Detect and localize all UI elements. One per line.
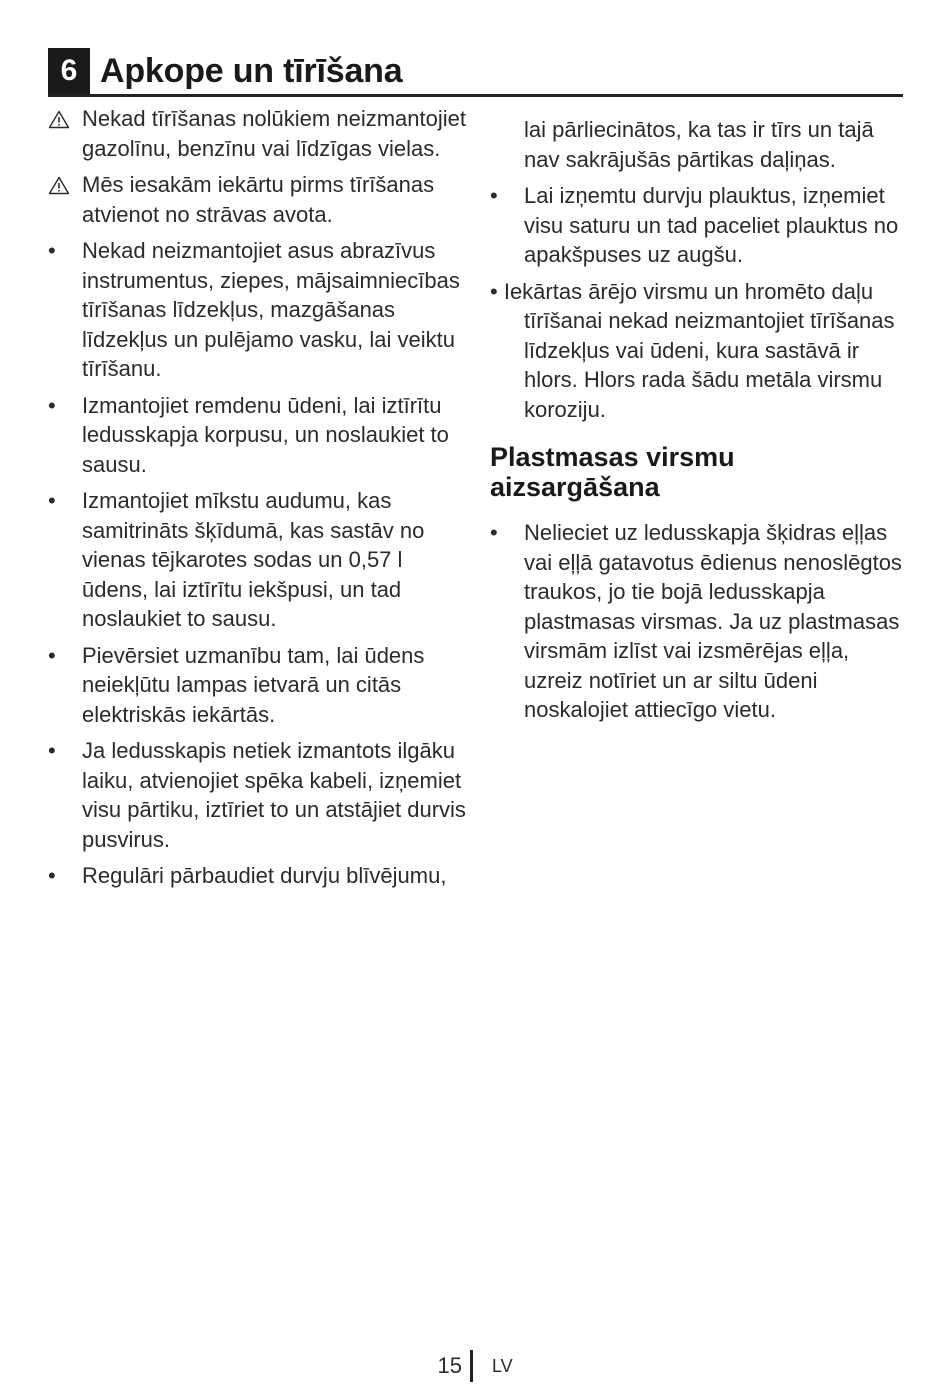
bullet-icon: • xyxy=(48,392,56,418)
page-footer xyxy=(0,1350,950,1382)
bullet-icon: • xyxy=(48,488,56,513)
section-number: 6 xyxy=(48,48,90,94)
warning-text: Mēs iesakām iekārtu pirms tīrīšanas atvienot no strāvas avota. xyxy=(82,172,435,227)
warning-triangle-icon xyxy=(48,110,70,129)
list-item-text: Nekad neizmantojiet asus abrazīvus instrumentus, ziepes, mājsaimniecības tīrīšanas līdzekļus, mazgāšanas līdzekļus un pulējamo vasku, lai veiktu tīrīšanu. xyxy=(82,238,460,381)
section-header xyxy=(48,48,903,97)
bullet-icon: • xyxy=(48,238,56,263)
bullet-icon: • xyxy=(48,863,56,888)
bullet-icon: • xyxy=(48,642,56,668)
continued-text: lai pārliecinātos, ka tas ir tīrs un tajā nav sakrājušās pārtikas daļiņas. xyxy=(524,117,874,172)
list-item-text: Iekārtas ārējo virsmu un hromēto daļu tīrīšanai nekad neizmantojiet tīrīšanas līdzekļus vai ūdeni, kura sastāvā ir hlors. Hlors rada šādu metāla virsmu koroziju. xyxy=(503,278,895,422)
language-code: LV xyxy=(492,1356,513,1376)
list-item xyxy=(48,486,473,634)
list-item xyxy=(490,277,905,425)
bullet-icon: • xyxy=(490,278,498,304)
left-column xyxy=(48,104,473,898)
list-item xyxy=(490,181,905,270)
list-item-text: Regulāri pārbaudiet durvju blīvējumu, xyxy=(82,863,447,888)
list-item xyxy=(48,641,473,730)
list-item-text: Izmantojiet remdenu ūdeni, lai iztīrītu ledusskapja korpusu, un noslaukiet to sausu. xyxy=(82,392,449,477)
warning-item xyxy=(48,170,473,229)
bullet-icon: • xyxy=(490,520,498,545)
list-item-text: Pievērsiet uzmanību tam, lai ūdens neiekļūtu lampas ietvarā un citās elektriskās iekārtās. xyxy=(82,642,425,727)
list-item-text: Izmantojiet mīkstu audumu, kas samitrināts šķīdumā, kas sastāv no vienas tējkarotes sodas un 0,57 l ūdens, lai iztīrītu iekšpusi, un tad noslaukiet to sausu. xyxy=(82,488,425,631)
warning-triangle-icon xyxy=(48,176,70,195)
list-item xyxy=(48,861,473,891)
right-column xyxy=(490,115,905,732)
list-item xyxy=(48,236,473,384)
section-title: Apkope un tīrīšana xyxy=(100,52,403,90)
list-item xyxy=(490,518,905,725)
subheading: Plastmasas virsmu aizsargāšana xyxy=(490,442,735,502)
list-item xyxy=(48,391,473,480)
bullet-icon: • xyxy=(48,738,56,763)
warning-item xyxy=(48,104,473,163)
list-item-text: Lai izņemtu durvju plauktus, izņemiet visu saturu un tad paceliet plauktus no apakšpuses uz augšu. xyxy=(524,183,899,267)
bullet-icon: • xyxy=(490,183,498,208)
warning-text: Nekad tīrīšanas nolūkiem neizmantojiet gazolīnu, benzīnu vai līdzīgas vielas. xyxy=(82,106,466,161)
list-item xyxy=(48,736,473,854)
page-number: 15 xyxy=(437,1353,462,1378)
footer-divider xyxy=(470,1350,473,1382)
list-item-text: Nelieciet uz ledusskapja šķidras eļļas vai eļļā gatavotus ēdienus nenoslēgtos traukos, jo tie bojā ledusskapja plastmasas virsmas. Ja uz plastmasas virsmām izlīst vai izsmērējas eļļa, uzreiz notīriet un ar siltu ūdeni noskalojiet attiecīgo vietu. xyxy=(524,520,902,722)
list-item-text: Ja ledusskapis netiek izmantots ilgāku laiku, atvienojiet spēka kabeli, izņemiet visu pārtiku, iztīriet to un atstājiet durvis pusvirus. xyxy=(82,738,466,852)
